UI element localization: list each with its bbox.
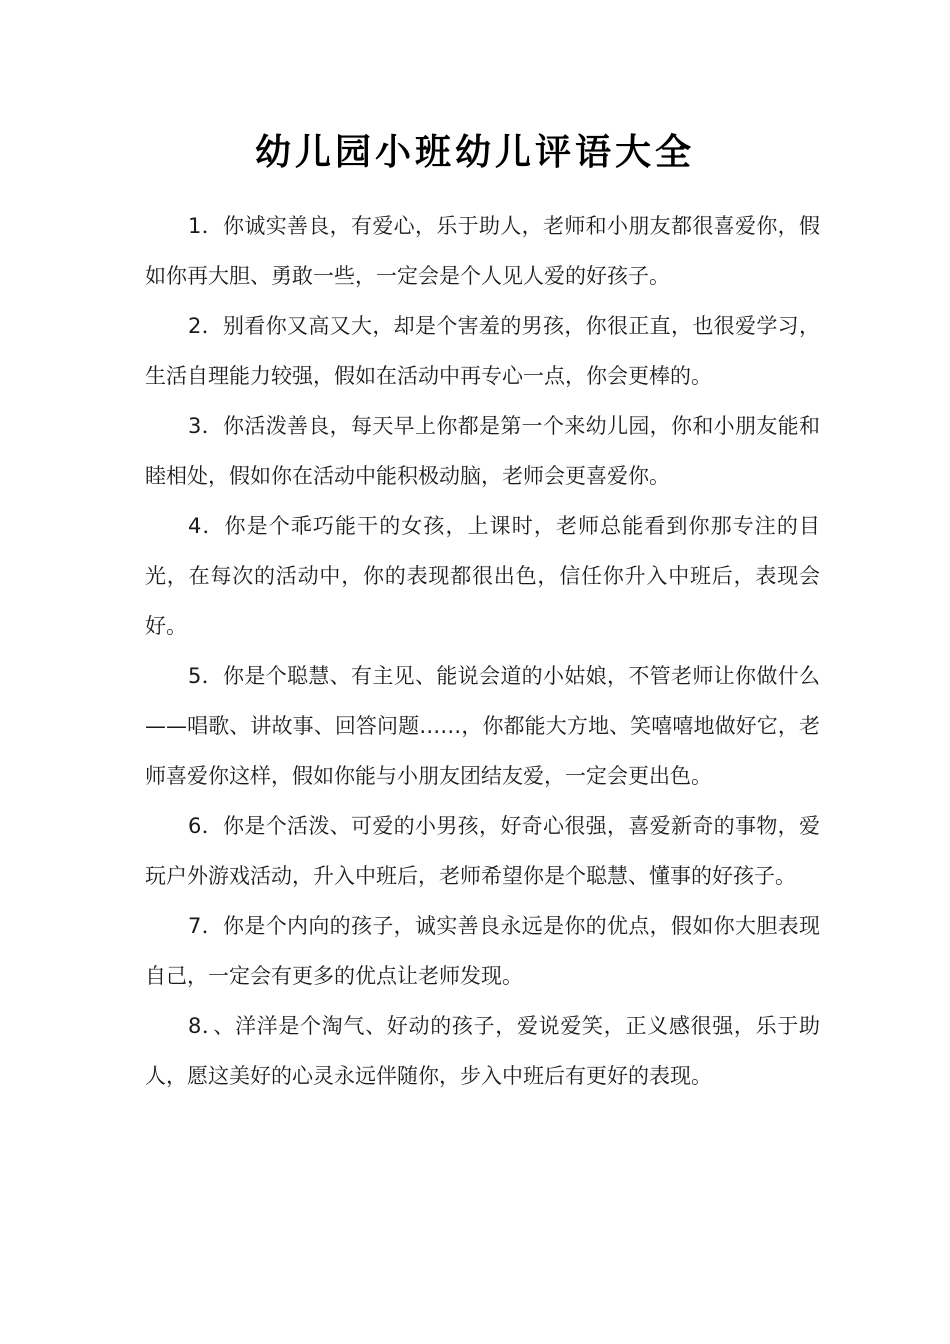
comment-paragraph-2: 2．别看你又高又大，却是个害羞的男孩，你很正直，也很爱学习，生活自理能力较强，假如在活动中再专心一点，你会更棒的。 [145, 314, 820, 388]
document-title: 幼儿园小班幼儿评语大全 [254, 131, 695, 173]
comment-paragraph-4: 4．你是个乖巧能干的女孩，上课时，老师总能看到你那专注的目光，在每次的活动中，你的表现都很出色，信任你升入中班后，表现会好。 [145, 514, 820, 638]
comment-paragraph-6: 6．你是个活泼、可爱的小男孩，好奇心很强，喜爱新奇的事物，爱玩户外游戏活动，升入中班后，老师希望你是个聪慧、懂事的好孩子。 [145, 814, 820, 888]
document-body [145, 201, 820, 1101]
comment-paragraph-5: 5．你是个聪慧、有主见、能说会道的小姑娘，不管老师让你做什么——唱歌、讲故事、回答问题……，你都能大方地、笑嘻嘻地做好它，老师喜爱你这样，假如你能与小朋友团结友爱，一定会更出色。 [145, 664, 820, 788]
comment-paragraph-7: 7．你是个内向的孩子，诚实善良永远是你的优点，假如你大胆表现自己，一定会有更多的优点让老师发现。 [145, 914, 820, 988]
comment-paragraph-1: 1．你诚实善良，有爱心，乐于助人，老师和小朋友都很喜爱你，假如你再大胆、勇敢一些，一定会是个人见人爱的好孩子。 [145, 214, 820, 288]
comment-paragraph-3: 3．你活泼善良，每天早上你都是第一个来幼儿园，你和小朋友能和睦相处，假如你在活动中能积极动脑，老师会更喜爱你。 [145, 414, 820, 488]
comment-paragraph-8: 8．、洋洋是个淘气、好动的孩子，爱说爱笑，正义感很强，乐于助人，愿这美好的心灵永远伴随你，步入中班后有更好的表现。 [145, 1014, 820, 1088]
